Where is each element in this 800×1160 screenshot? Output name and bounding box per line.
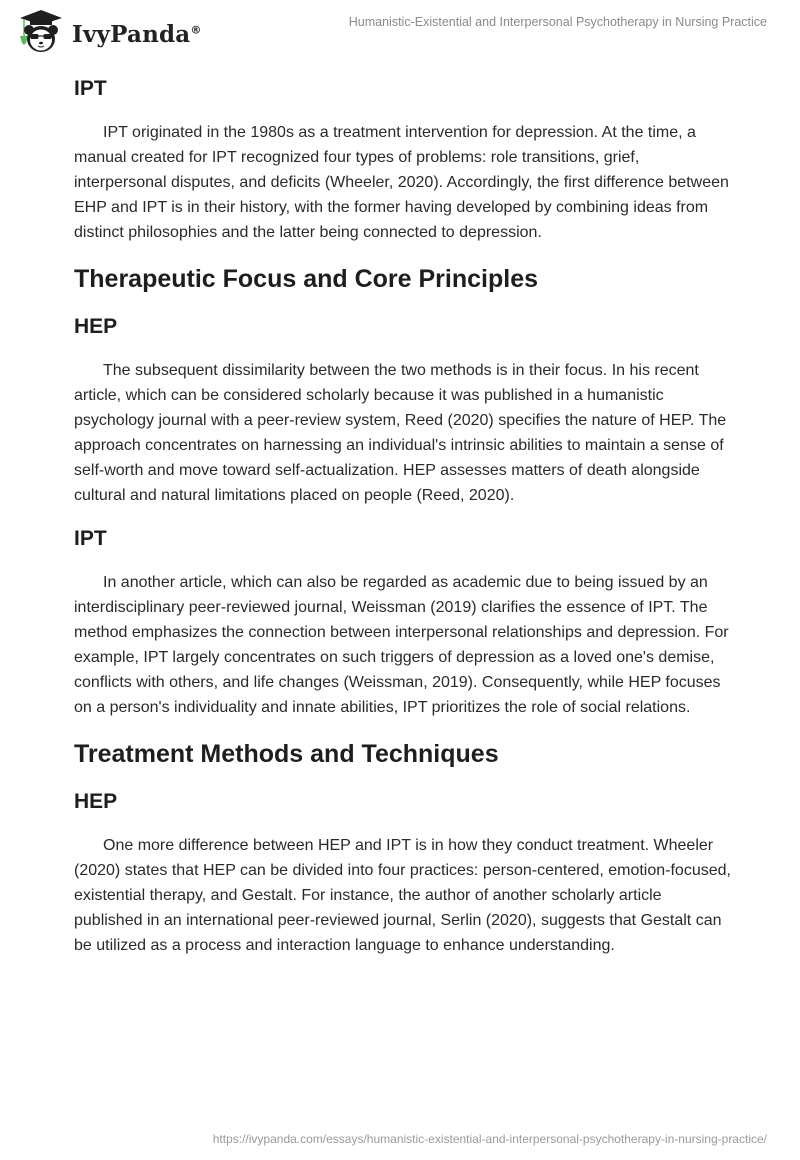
source-url[interactable]: https://ivypanda.com/essays/humanistic-existential-and-interpersonal-psychotherapy-in-nursing-practice/ — [212, 1132, 767, 1146]
ivypanda-logo[interactable] — [18, 8, 202, 54]
subheading-hep: HEP — [74, 315, 118, 338]
subheading-ipt: IPT — [74, 77, 107, 100]
paragraph-ipt-history: IPT originated in the 1980s as a treatment intervention for depression. At the time, a manual created for IPT recognized four types of problems: role transitions, grief, interpersonal disputes, and deficits (Wheeler, 2020). Accordingly, the first difference between EHP and IPT is in their history, with the former having developed by combining ideas from distinct philosophies and the latter being connected to depression. — [74, 124, 729, 241]
registered-mark: ® — [190, 22, 202, 36]
brand-name: IvyPanda® — [72, 20, 202, 48]
paragraph-hep-treatment: One more difference between HEP and IPT is in how they conduct treatment. Wheeler (2020) states that HEP can be divided into four practices: person-centered, emotion-focused, existential therapy, and Gestalt. For instance, the author of another scholarly article published in an international peer-reviewed journal, Serlin (2020), suggests that Gestalt can be utilized as a process and interaction language to enhance understanding. — [74, 837, 731, 954]
paragraph-hep-focus: The subsequent dissimilarity between the two methods is in their focus. In his recent article, which can be considered scholarly because it was published in a humanistic psychology journal with a peer-review system, Reed (2020) specifies the nature of HEP. The approach concentrates on harnessing an individual's intrinsic abilities to maintain a sense of self-worth and move toward self-actualization. HEP assesses matters of death alongside cultural and natural limitations placed on people (Reed, 2020). — [74, 362, 727, 504]
panda-graduate-icon — [18, 8, 64, 54]
subheading-ipt: IPT — [74, 527, 107, 550]
essay-content — [74, 70, 734, 958]
paragraph-ipt-focus: In another article, which can also be regarded as academic due to being issued by an interdisciplinary peer-reviewed journal, Weissman (2019) clarifies the essence of IPT. The method emphasizes the connection between interpersonal relationships and depression. For example, IPT largely concentrates on such triggers of depression as a loved one's demise, conflicts with others, and life changes (Weissman, 2019). Consequently, while HEP focuses on a person's individuality and innate abilities, IPT prioritizes the role of social relations. — [74, 574, 729, 716]
subheading-hep: HEP — [74, 790, 118, 813]
page-header — [0, 0, 800, 60]
document-title: Humanistic-Existential and Interpersonal Psychotherapy in Nursing Practice — [348, 15, 767, 29]
heading-treatment-methods: Treatment Methods and Techniques — [74, 740, 499, 768]
heading-therapeutic-focus: Therapeutic Focus and Core Principles — [74, 265, 539, 293]
